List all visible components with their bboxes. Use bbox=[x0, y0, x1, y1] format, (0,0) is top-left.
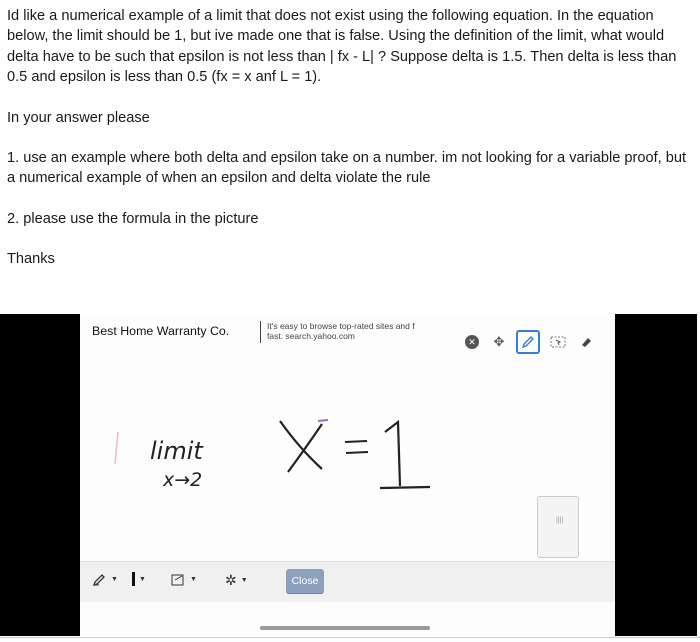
top-toolbar bbox=[460, 330, 610, 356]
page-divider bbox=[0, 637, 700, 638]
stray-stroke bbox=[115, 432, 118, 464]
handwriting-x-stroke bbox=[280, 421, 322, 469]
handwriting-one-base bbox=[380, 487, 430, 488]
line-width-icon[interactable]: ▼ bbox=[132, 572, 146, 586]
question-paragraph: Id like a numerical example of a limit that does not exist using the following equation. In the equation below, the limit should be 1, but ive made one that is false. Using the definition of the limit, what would delta have to be such that epsilon is not less than | fx - L| ? Suppose delta is 1.5. Then delta is less than 0.5 and epsilon is less than 0.5 (fx = x anf L = 1). bbox=[7, 8, 677, 86]
handwriting-limit: limit bbox=[150, 437, 203, 465]
bottom-strip bbox=[80, 602, 615, 636]
handwriting-equals bbox=[345, 441, 367, 442]
question-paragraph: 2. please use the formula in the picture bbox=[7, 210, 259, 227]
eraser-icon[interactable] bbox=[574, 330, 598, 354]
select-icon[interactable] bbox=[546, 330, 570, 354]
handwriting-one bbox=[385, 422, 400, 486]
drawing-canvas[interactable] bbox=[80, 354, 615, 554]
shape-icon[interactable]: ▼ bbox=[170, 572, 197, 587]
ad-text[interactable] bbox=[267, 321, 457, 341]
question-paragraph: 1. use an example where both delta and epsilon take on a number. im not looking for a variable proof, but a numerical example of when an epsilon and delta violate the rule bbox=[7, 150, 687, 187]
ad-line-2: fast. search.yahoo.com bbox=[267, 331, 355, 341]
ad-divider bbox=[260, 321, 261, 343]
attached-screenshot bbox=[0, 314, 697, 636]
question-paragraph: Thanks bbox=[7, 251, 55, 268]
question-paragraph: In your answer please bbox=[7, 109, 150, 126]
settings-icon[interactable]: ✲ ▼ bbox=[225, 572, 248, 588]
scroll-handle[interactable] bbox=[537, 496, 579, 558]
move-icon[interactable]: ✥ bbox=[493, 334, 505, 349]
home-indicator bbox=[260, 626, 430, 630]
handwriting-equals bbox=[346, 452, 368, 453]
ad-line-1: It's easy to browse top-rated sites and f bbox=[267, 321, 415, 331]
ad-brand[interactable]: Best Home Warranty Co. bbox=[92, 324, 230, 338]
bottom-toolbar bbox=[80, 561, 615, 602]
close-button[interactable]: Close bbox=[286, 569, 324, 593]
handwriting-mark bbox=[318, 420, 328, 421]
pen-icon[interactable] bbox=[516, 330, 540, 354]
close-circle-icon[interactable]: ✕ bbox=[460, 330, 484, 354]
drawing-app bbox=[80, 314, 615, 636]
question-text bbox=[7, 6, 695, 270]
handwriting-subscript: x→2 bbox=[163, 469, 203, 491]
pen-tool-icon[interactable]: ▼ bbox=[92, 572, 118, 587]
grip-icon: |||| bbox=[556, 517, 564, 524]
handwriting-drawing bbox=[80, 354, 615, 554]
